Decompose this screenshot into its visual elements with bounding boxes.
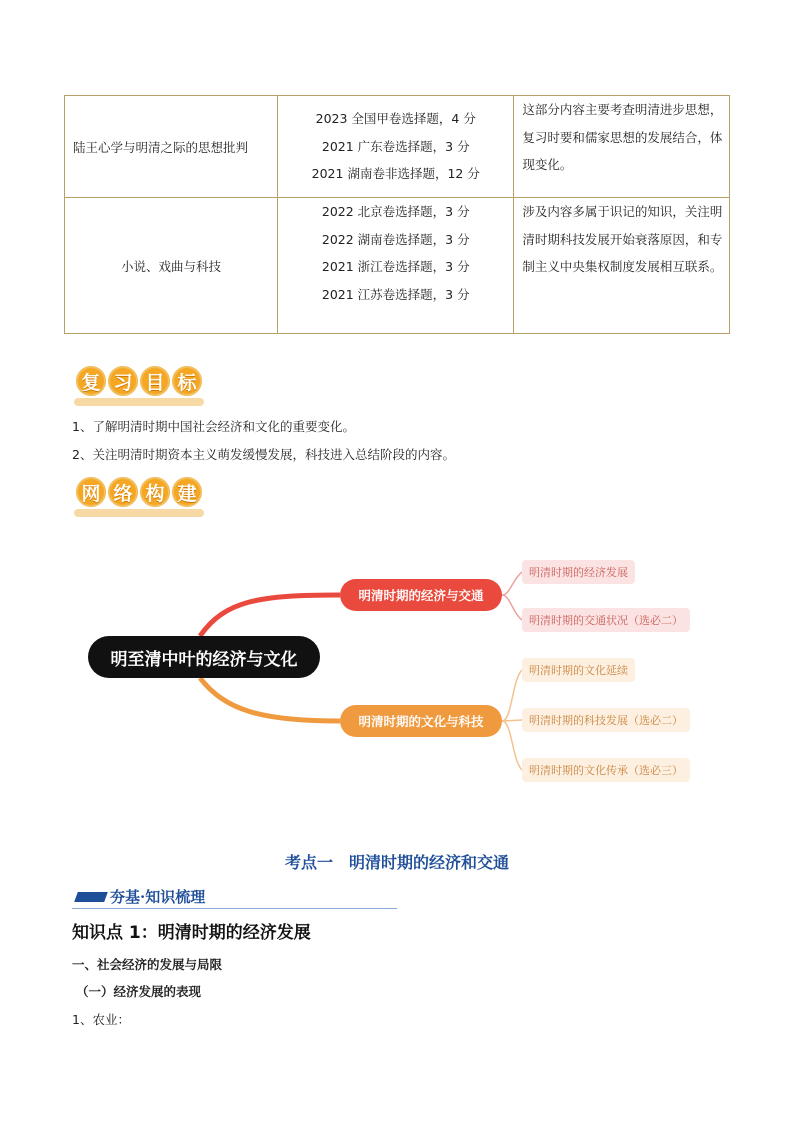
exam-item: 2022 湖南卷选择题，3 分 [321, 231, 470, 247]
badge-char: 构 [140, 477, 170, 507]
goal-item: 2、关注明清时期资本主义萌发缓慢发展，科技进入总结阶段的内容。 [72, 447, 455, 462]
banner-label: 夯基·知识梳理 [110, 888, 206, 906]
exam-item: 2021 江苏卷选择题，3 分 [321, 286, 470, 302]
item-heading: 1、农业： [72, 1012, 130, 1027]
badge-char: 网 [76, 477, 106, 507]
connector-orange-leaf [502, 670, 522, 721]
mind-map [0, 540, 794, 800]
connector-red-leaf [502, 572, 522, 595]
badge-char: 习 [108, 366, 138, 396]
banner-bar [74, 892, 108, 902]
mindmap-leaf: 明清时期的经济发展 [522, 560, 635, 584]
mindmap-branch-culture: 明清时期的文化与科技 [340, 705, 502, 737]
knowledge-point-title: 知识点 1：明清时期的经济发展 [72, 923, 311, 943]
connector-root-orange [200, 678, 340, 721]
topic-cell: 陆王心学与明清之际的思想批判 [65, 96, 278, 198]
subheading: 一、社会经济的发展与局限 [72, 957, 223, 972]
goal-item: 1、了解明清时期中国社会经济和文化的重要变化。 [72, 419, 355, 434]
mindmap-leaf: 明清时期的文化传承（选必三） [522, 758, 690, 782]
exam-analysis-table [64, 95, 730, 334]
mindmap-leaf: 明清时期的科技发展（选必二） [522, 708, 690, 732]
exam-cell [278, 96, 514, 198]
connector-root-red [200, 595, 340, 636]
mindmap-leaf: 明清时期的文化延续 [522, 658, 635, 682]
topic-cell: 小说、戏曲与科技 [65, 198, 278, 334]
badge-char: 标 [172, 366, 202, 396]
exam-item: 2021 广东卷选择题，3 分 [321, 138, 470, 154]
badge-char: 建 [172, 477, 202, 507]
connector-red-leaf [502, 595, 522, 620]
connector-orange-leaf [502, 721, 522, 770]
exam-item: 2021 湖南卷非选择题，12 分 [311, 166, 480, 182]
exam-item: 2021 浙江卷选择题，3 分 [321, 259, 470, 274]
note-cell: 这部分内容主要考查明清进步思想，复习时要和儒家思想的发展结合，体现变化。 [514, 96, 730, 198]
mindmap-branch-economy: 明清时期的经济与交通 [340, 579, 502, 611]
goals-badge [76, 366, 202, 400]
badge-char: 复 [76, 366, 106, 396]
exam-item: 2023 全国甲卷选择题，4 分 [315, 111, 476, 127]
badge-char: 络 [108, 477, 138, 507]
mindmap-leaf: 明清时期的交通状况（选必二） [522, 608, 690, 632]
connector-orange-leaf [502, 720, 522, 721]
subheading: （一）经济发展的表现 [76, 984, 202, 999]
table-row [65, 198, 730, 334]
mindmap-root: 明至清中叶的经济与文化 [88, 636, 320, 678]
note-cell: 涉及内容多属于识记的知识，关注明清时期科技发展开始衰落原因，和专制主义中央集权制度发展相互联系。 [514, 198, 730, 334]
network-badge [76, 477, 202, 511]
badge-char: 目 [140, 366, 170, 396]
section-banner [72, 886, 397, 909]
table-row [65, 96, 730, 198]
exam-cell [278, 198, 514, 334]
exam-item: 2022 北京卷选择题，3 分 [321, 204, 470, 219]
exam-point-heading: 考点一 明清时期的经济和交通 [284, 853, 509, 872]
